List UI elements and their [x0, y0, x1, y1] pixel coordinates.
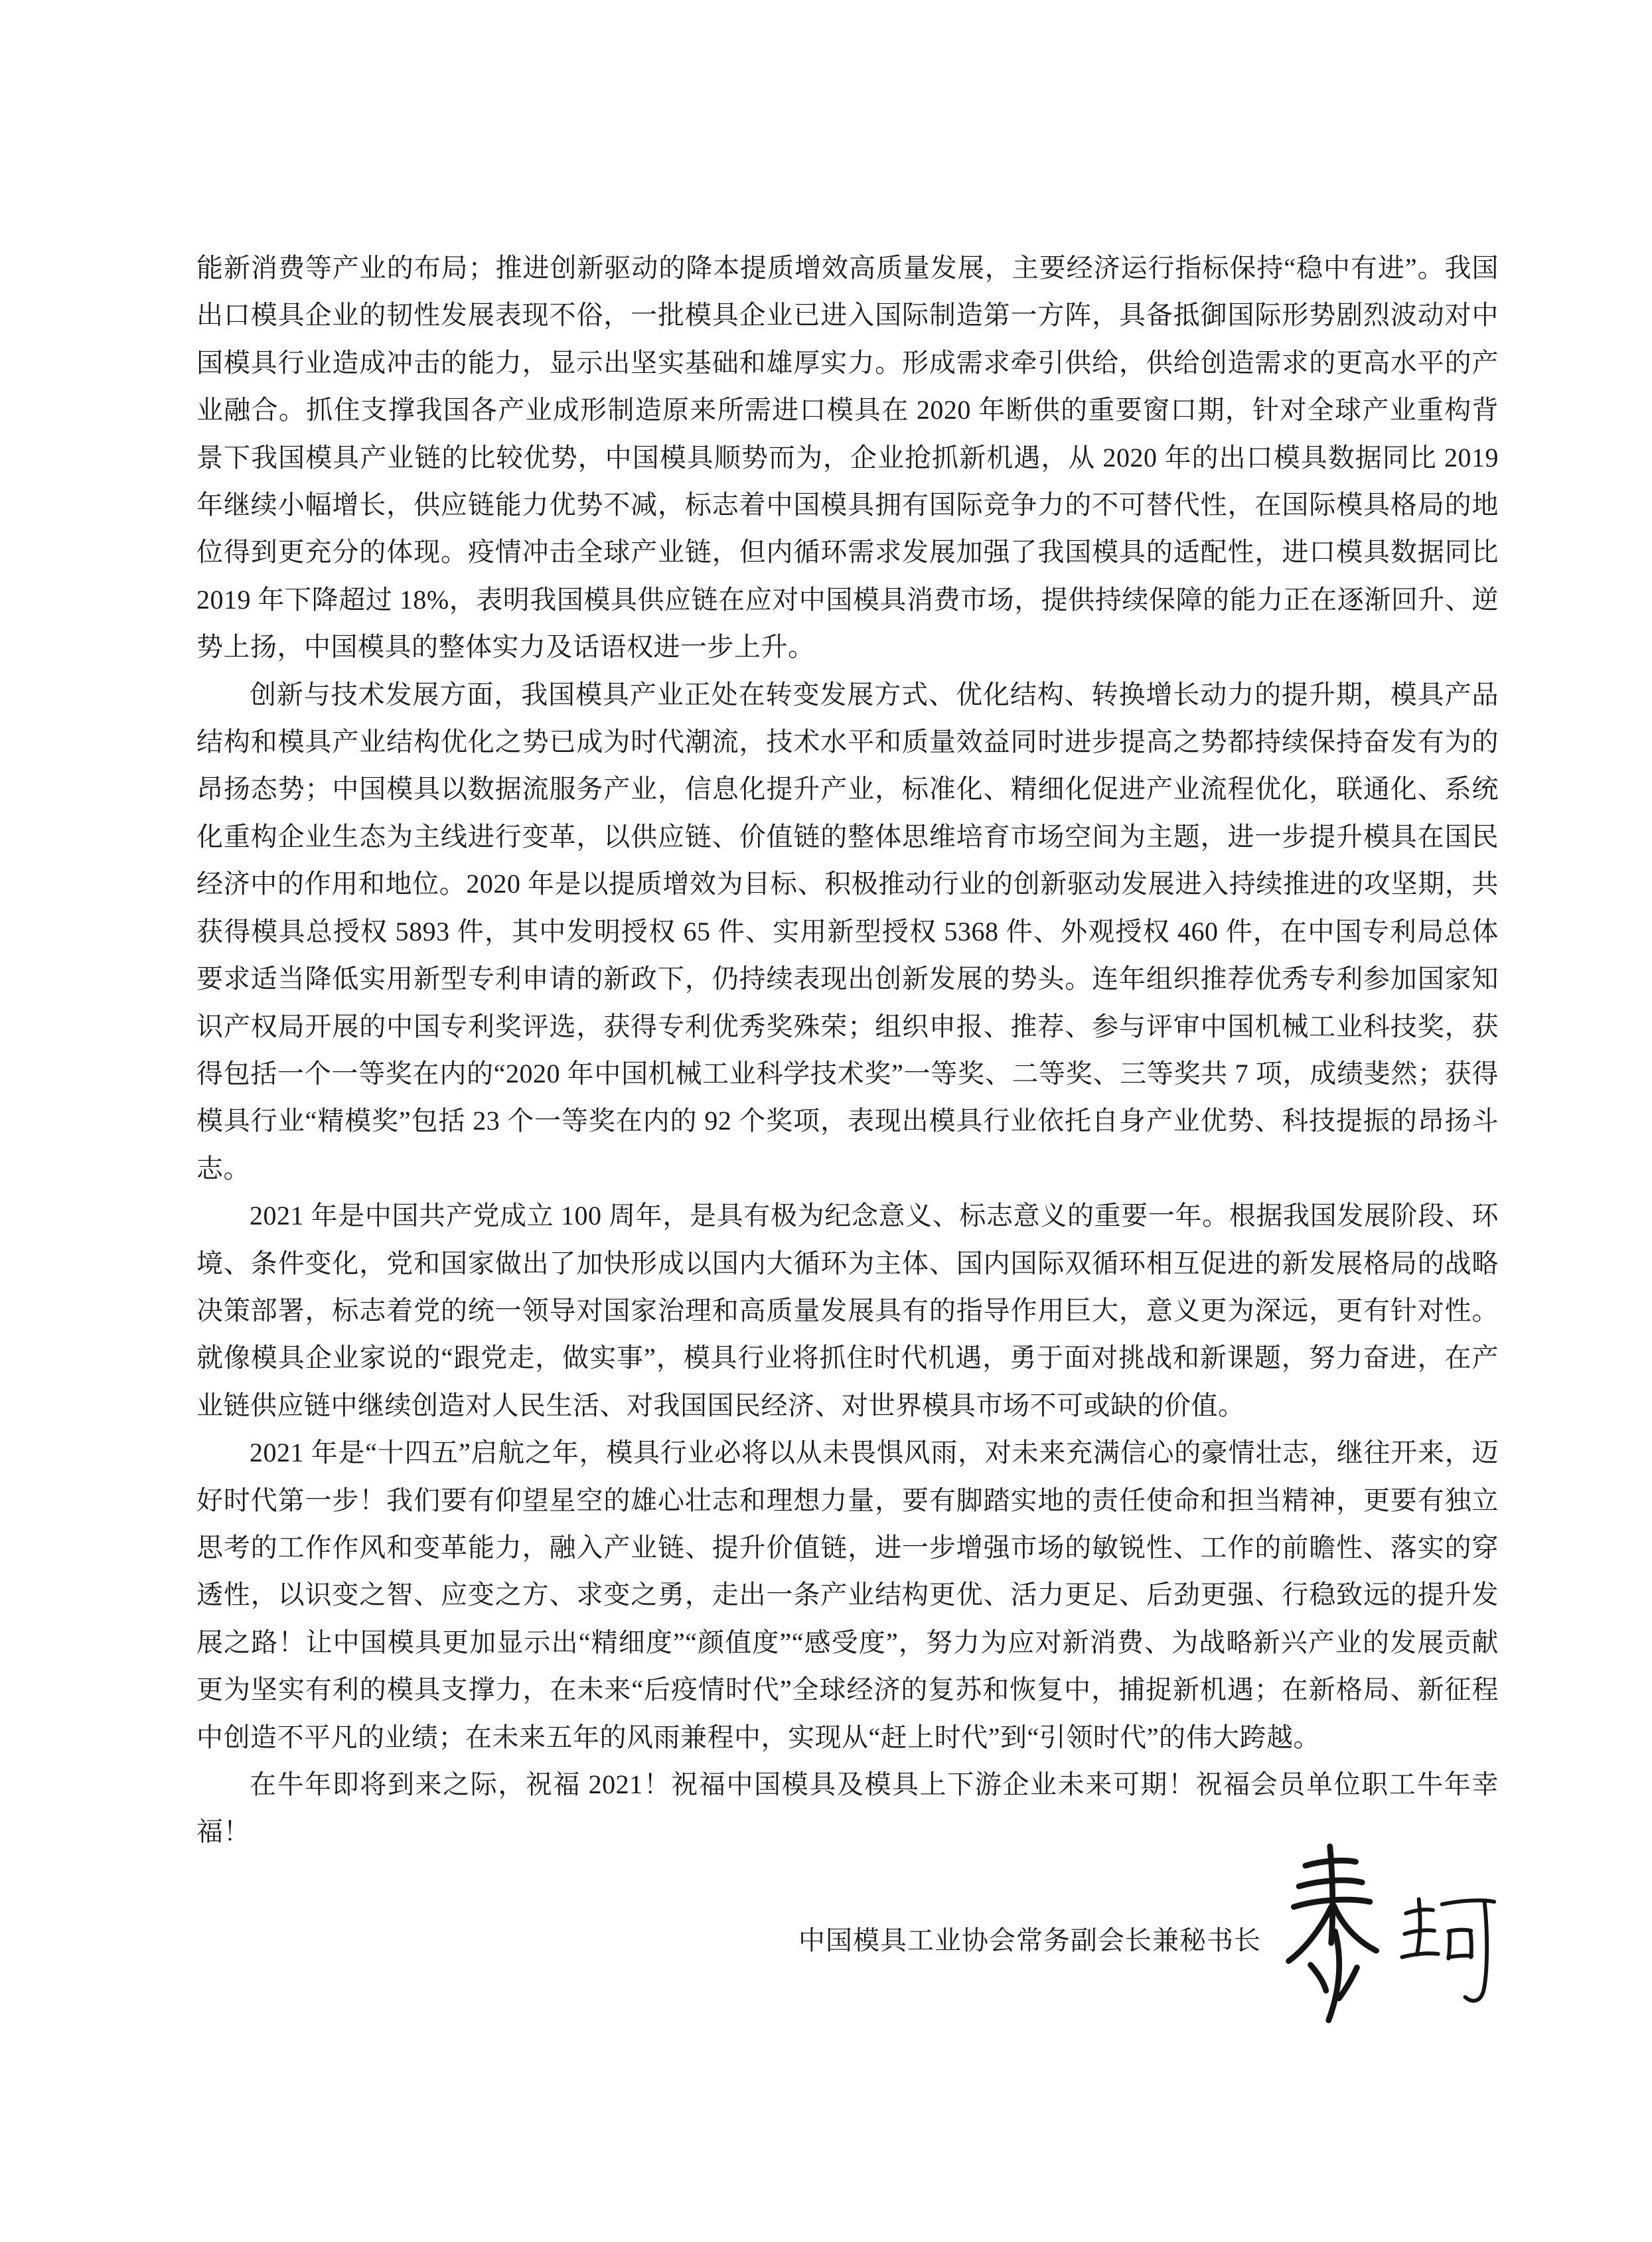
- paragraph-14th-five-year-plan: 2021 年是“十四五”启航之年，模具行业必将以从未畏惧风雨，对未来充满信心的豪情壮志，继往开来，迈好时代第一步！我们要有仰望星空的雄心壮志和理想力量，要有脚踏实地的责任使命和担当精神，更要有独立思考的工作作风和变革能力，融入产业链、提升价值链，进一步增强市场的敏锐性、工作的前瞻性、落实的穿透性，以识变之智、应变之方、求变之勇，走出一条产业结构更优、活力更足、后劲更强、行稳致远的提升发展之路！让中国模具更加显示出“精细度”“颜值度”“感受度”，努力为应对新消费、为战略新兴产业的发展贡献更为坚实有利的模具支撑力，在未来“后疫情时代”全球经济的复苏和恢复中，捕捉新机遇；在新格局、新征程中创造不平凡的业绩；在未来五年的风雨兼程中，实现从“赶上时代”到“引领时代”的伟大跨越。: [196, 1438, 1499, 1752]
- paragraph-new-year-wishes: 在牛年即将到来之际，祝福 2021！祝福中国模具及模具上下游企业未来可期！祝福会员单位职工牛年幸福！: [196, 1769, 1499, 1847]
- paragraph-innovation-technology: 创新与技术发展方面，我国模具产业正处在转变发展方式、优化结构、转换增长动力的提升期，模具产品结构和模具产业结构优化之势已成为时代潮流，技术水平和质量效益同时进步提高之势都持续保持奋发有为的昂扬态势；中国模具以数据流服务产业，信息化提升产业，标准化、精细化促进产业流程优化，联通化、系统化重构企业生态为主线进行变革，以供应链、价值链的整体思维培育市场空间为主题，进一步提升模具在国民经济中的作用和地位。2020 年是以提质增效为目标、积极推动行业的创新驱动发展进入持续推进的攻坚期，共获得模具总授权 5893 件，其中发明授权 65 件、实用新型授权 5368 件、外观授权 460 件，在中国专利局总体要求适当降低实用新型专利申请的新政下，仍持续表现出创新发展的势头。连年组织推荐优秀专利参加国家知识产权局开展的中国专利奖评选，获得专利优秀奖殊荣；组织申报、推荐、参与评审中国机械工业科技奖，获得包括一个一等奖在内的“2020 年中国机械工业科学技术奖”一等奖、二等奖、三等奖共 7 项，成绩斐然；获得模具行业“精模奖”包括 23 个一等奖在内的 92 个奖项，表现出模具行业依托自身产业优势、科技提振的昂扬斗志。: [196, 679, 1499, 1183]
- paragraph-continuation: 能新消费等产业的布局；推进创新驱动的降本提质增效高质量发展，主要经济运行指标保持“稳中有进”。我国出口模具企业的韧性发展表现不俗，一批模具企业已进入国际制造第一方阵，具备抵御国际形势剧烈波动对中国模具行业造成冲击的能力，显示出坚实基础和雄厚实力。形成需求牵引供给，供给创造需求的更高水平的产业融合。抓住支撑我国各产业成形制造原来所需进口模具在 2020 年断供的重要窗口期，针对全球产业重构背景下我国模具产业链的比较优势，中国模具顺势而为，企业抢抓新机遇，从 2020 年的出口模具数据同比 2019 年继续小幅增长，供应链能力优势不减，标志着中国模具拥有国际竞争力的不可替代性，在国际模具格局的地位得到更充分的体现。疫情冲击全球产业链，但内循环需求发展加强了我国模具的适配性，进口模具数据同比 2019 年下降超过 18%，表明我国模具供应链在应对中国模具消费市场，提供持续保障的能力正在逐渐回升、逆势上扬，中国模具的整体实力及话语权进一步上升。: [196, 253, 1499, 662]
- signatory-title: 中国模具工业协会常务副会长兼秘书长: [798, 1925, 1261, 1955]
- letter-body: [196, 244, 1499, 1856]
- paragraph-party-centenary: 2021 年是中国共产党成立 100 周年，是具有极为纪念意义、标志意义的重要一年。根据我国发展阶段、环境、条件变化，党和国家做出了加快形成以国内大循环为主体、国内国际双循环相互促进的新发展格局的战略决策部署，标志着党的统一领导对国家治理和高质量发展具有的指导作用巨大，意义更为深远，更有针对性。就像模具企业家说的“跟党走，做实事”，模具行业将抓住时代机遇，勇于面对挑战和新课题，努力奋进，在产业链供应链中继续创造对人民生活、对我国国民经济、对世界模具市场不可或缺的价值。: [196, 1201, 1499, 1420]
- signature-block: [196, 1832, 1499, 2031]
- handwritten-signature-qin-ke: [1280, 1832, 1499, 2031]
